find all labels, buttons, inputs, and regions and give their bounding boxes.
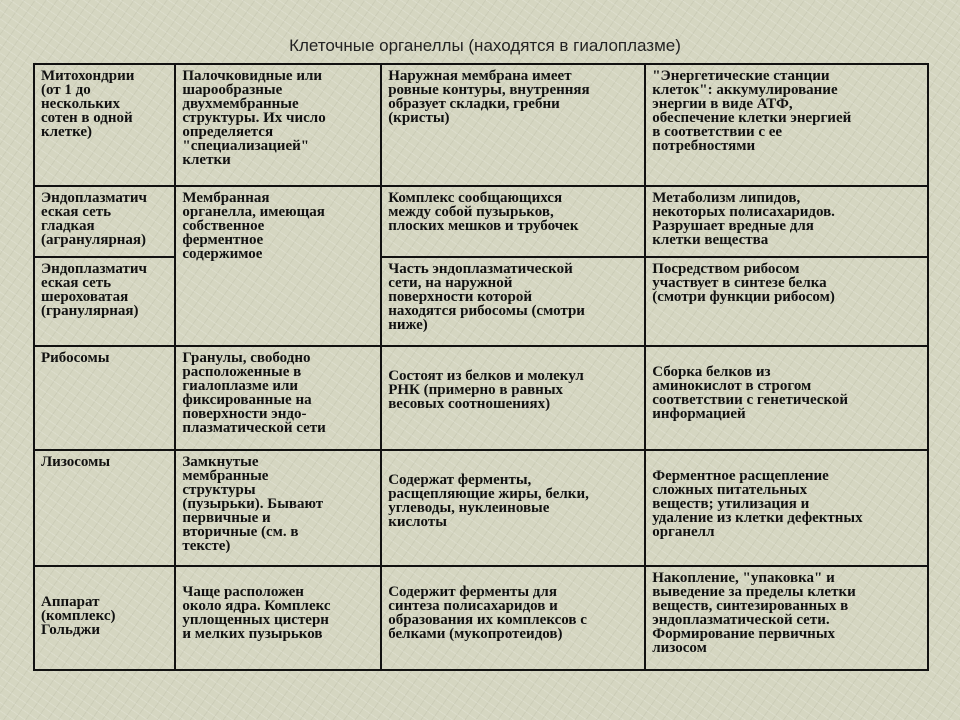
table-row <box>34 186 928 257</box>
organelle-name-cell: Лизосомы <box>34 450 175 566</box>
structure-cell: Гранулы, свободно расположенные в гиалоплазме или фиксированные на поверхности эндо- плазматической сети <box>175 346 381 450</box>
structure-cell: Чаще расположен около ядра. Комплекс уплощенных цистерн и мелких пузырьков <box>175 566 381 670</box>
structure-cell: Палочковидные или шарообразные двухмембранные структуры. Их число определяется "специализацией" клетки <box>175 64 381 186</box>
function-cell: Ферментное расщепление сложных питательных веществ; утилизация и удаление из клетки дефектных органелл <box>645 450 928 566</box>
composition-cell: Комплекс сообщающихся между собой пузырьков, плоских мешков и трубочек <box>381 186 645 257</box>
structure-cell: Замкнутые мембранные структуры (пузырьки). Бывают первичные и вторичные (см. в тексте) <box>175 450 381 566</box>
organelle-name-cell: Рибосомы <box>34 346 175 450</box>
organelle-name-cell: Аппарат (комплекс) Гольджи <box>34 566 175 670</box>
function-cell: Метаболизм липидов, некоторых полисахаридов. Разрушает вредные для клетки вещества <box>645 186 928 257</box>
function-cell: Накопление, "упаковка" и выведение за пределы клетки веществ, синтезированных в эндоплазматической сети. Формирование первичных лизосом <box>645 566 928 670</box>
composition-cell: Состоят из белков и молекул РНК (примерно в равных весовых соотношениях) <box>381 346 645 450</box>
function-cell: "Энергетические станции клеток": аккумулирование энергии в виде АТФ, обеспечение клетки энергией в соответствии с ее потребностями <box>645 64 928 186</box>
composition-cell: Часть эндоплазматической сети, на наружной поверхности которой находятся рибосомы (смотри ниже) <box>381 257 645 346</box>
table-row <box>34 566 928 670</box>
composition-cell: Наружная мембрана имеет ровные контуры, внутренняя образует складки, гребни (кристы) <box>381 64 645 186</box>
structure-cell: Мембранная органелла, имеющая собственное ферментное содержимое <box>175 186 381 346</box>
composition-cell: Содержит ферменты для синтеза полисахаридов и образования их комплексов с белками (мукопротеидов) <box>381 566 645 670</box>
organelle-name-cell: Митохондрии (от 1 до нескольких сотен в одной клетке) <box>34 64 175 186</box>
organelle-name-cell: Эндоплазматич еская сеть шероховатая (гранулярная) <box>34 257 175 346</box>
composition-cell: Содержат ферменты, расщепляющие жиры, белки, углеводы, нуклеиновые кислоты <box>381 450 645 566</box>
table-row <box>34 450 928 566</box>
function-cell: Сборка белков из аминокислот в строгом соответствии с генетической информацией <box>645 346 928 450</box>
table-row <box>34 257 928 346</box>
organelles-table <box>33 63 929 671</box>
table-row <box>34 346 928 450</box>
table-row <box>34 64 928 186</box>
function-cell: Посредством рибосом участвует в синтезе белка (смотри функции рибосом) <box>645 257 928 346</box>
organelle-name-cell: Эндоплазматич еская сеть гладкая (агранулярная) <box>34 186 175 257</box>
page-title: Клеточные органеллы (находятся в гиалоплазме) <box>289 36 681 55</box>
